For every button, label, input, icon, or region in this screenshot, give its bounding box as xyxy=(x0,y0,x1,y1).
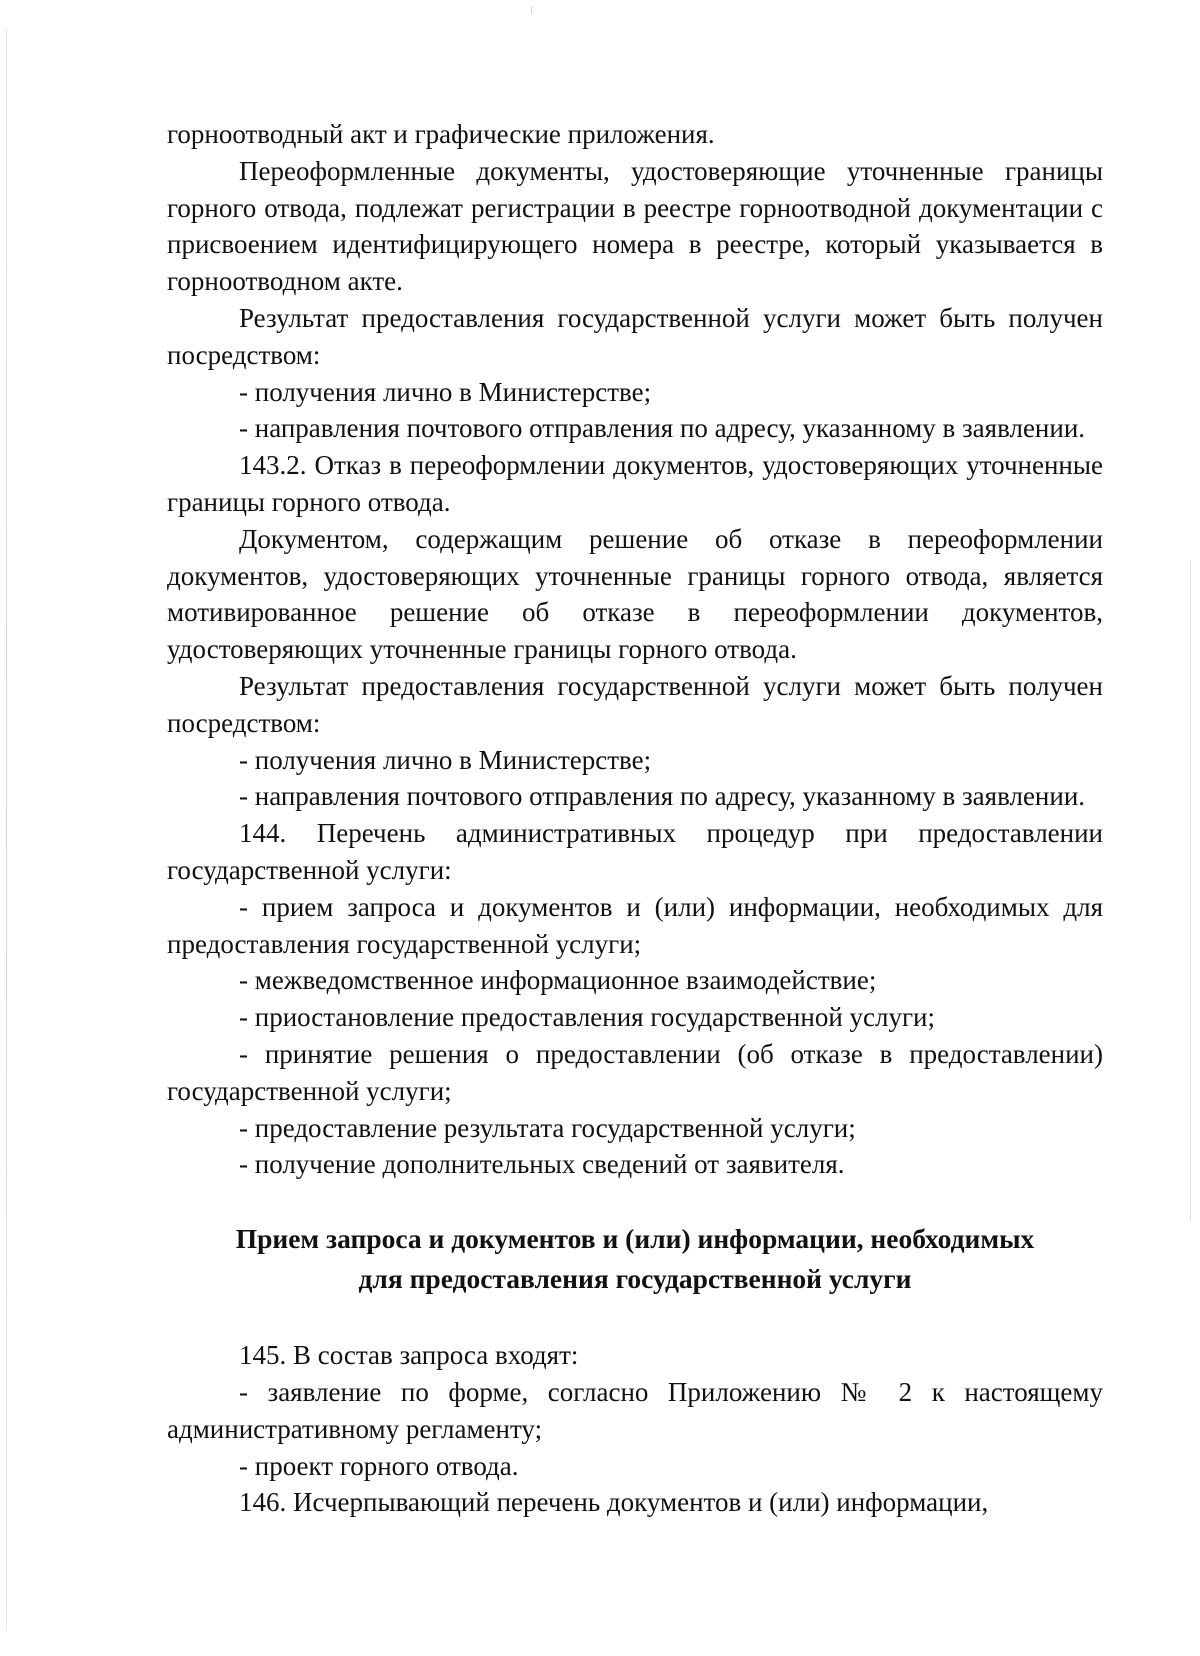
paragraph: 146. Исчерпывающий перечень документов и (или) информации, xyxy=(239,1487,989,1518)
paragraph: Переоформленные документы, удостоверяющие уточненные границы горного отвода, подлежат регистрации в реестре горноотводной документации с присвоением идентифицирующего номера в реестре, который указывается в горноотводном акте. xyxy=(167,155,1103,297)
paragraph: Результат предоставления государственной услуги может быть получен посредством: xyxy=(167,302,1103,370)
list-item: - предоставление результата государственной услуги; xyxy=(239,1112,856,1143)
paragraph: 145. В состав запроса входят: xyxy=(239,1340,579,1371)
section-heading-line-2: для предоставления государственной услуги xyxy=(358,1263,912,1295)
list-item: - прием запроса и документов и (или) информации, необходимых для предоставления государственной услуги; xyxy=(167,891,1103,959)
list-item: - получение дополнительных сведений от заявителя. xyxy=(239,1149,845,1180)
spacer xyxy=(167,1299,1103,1337)
document-body xyxy=(167,116,1103,1521)
section-heading xyxy=(167,1219,1103,1299)
list-item: - направления почтового отправления по адресу, указанному в заявлении. xyxy=(239,413,1086,444)
paragraph: горноотводный акт и графические приложения. xyxy=(167,119,715,149)
list-item: - получения лично в Министерстве; xyxy=(239,376,652,407)
list-item: - заявление по форме, согласно Приложению № 2 к настоящему административному регламенту; xyxy=(167,1376,1103,1444)
list-item: - принятие решения о предоставлении (об отказе в предоставлении) государственной услуги; xyxy=(167,1038,1103,1106)
scan-mark-top xyxy=(531,6,532,14)
list-item: - направления почтового отправления по адресу, указанному в заявлении. xyxy=(239,781,1086,812)
list-item: - получения лично в Министерстве; xyxy=(239,744,652,775)
paragraph: 144. Перечень административных процедур при предоставлении государственной услуги: xyxy=(167,818,1103,885)
list-item: - проект горного отвода. xyxy=(239,1450,519,1481)
scan-edge-left xyxy=(6,30,7,1630)
paragraph: Документом, содержащим решение об отказе в переоформлении документов, удостоверяющих уточненные границы горного отвода, является мотивированное решение об отказе в переоформлении документов, удостоверяющих уточненные границы горного отвода. xyxy=(167,523,1103,665)
paragraph: 143.2. Отказ в переоформлении документов, удостоверяющих уточненные границы горного отвода. xyxy=(167,450,1103,517)
scan-edge-right xyxy=(1190,560,1191,1220)
list-item: - межведомственное информационное взаимодействие; xyxy=(239,965,877,996)
list-item: - приостановление предоставления государственной услуги; xyxy=(239,1002,936,1033)
section-heading-line-1: Прием запроса и документов и (или) информации, необходимых xyxy=(235,1223,1035,1255)
paragraph: Результат предоставления государственной услуги может быть получен посредством: xyxy=(167,670,1103,738)
